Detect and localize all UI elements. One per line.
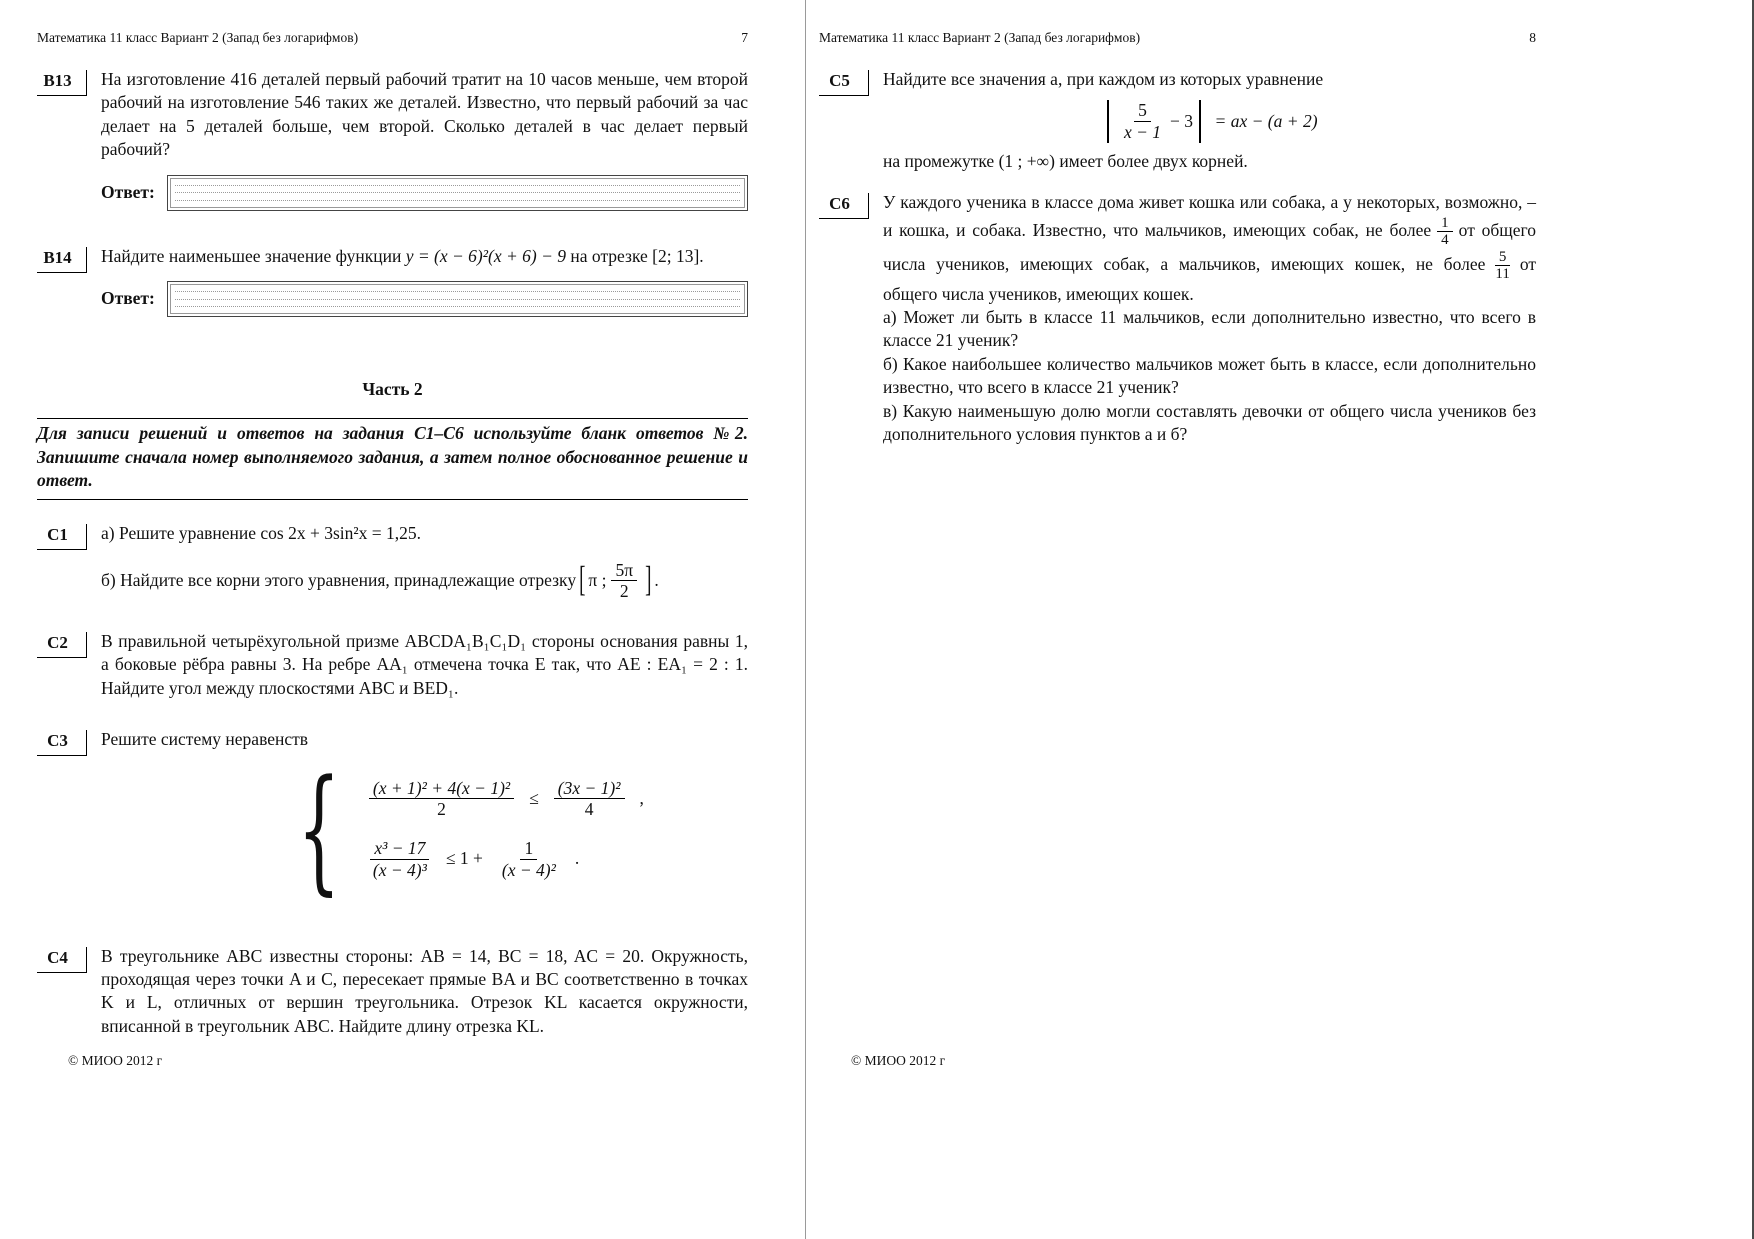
- task-label-c2: С2: [37, 632, 87, 658]
- c6-item-b: б) Какое наибольшее количество мальчиков может быть в классе, если дополнительно известно, что всего в классе 21 ученик?: [883, 353, 1536, 398]
- b14-formula: y = (x − 6)²(x + 6) − 9: [405, 245, 567, 266]
- part2-instruction: Для записи решений и ответов на задания С1–С6 используйте бланк ответов №2. Запишите сначала номер выполняемого задания, а затем полное обоснованное решение и ответ.: [37, 418, 748, 500]
- c1-line-b-text: б) Найдите все корни этого уравнения, принадлежащие отрезку: [101, 569, 577, 590]
- copyright-footer: © МИОО 2012 г: [68, 1053, 163, 1068]
- task-label-c5: С5: [819, 70, 869, 96]
- fraction-denominator: 2: [437, 799, 446, 820]
- fraction-numerator: (x + 1)² + 4(x − 1)²: [369, 778, 514, 800]
- fraction-denominator: (x − 4)²: [501, 859, 556, 880]
- c6-text-1: У каждого ученика в классе дома живет кошка или собака, а у некоторых, возможно, – и кошка, и собака. Известно, что мальчиков, имеющих собак, не более: [883, 192, 1536, 240]
- task-label-c1: С1: [37, 524, 87, 550]
- task-label-b14: В14: [37, 247, 87, 273]
- answer-dotted-line: [175, 192, 740, 193]
- system-row-2: [364, 838, 644, 880]
- answer-row-b13: [101, 175, 748, 211]
- c5-tail: на промежутке (1 ; +∞) имеет более двух корней.: [883, 150, 1248, 171]
- fraction-numerator: 5: [1495, 249, 1511, 267]
- c4-text: В треугольнике ABC известны стороны: AB = 14, BC = 18, AC = 20. Окружность, проходящая через точки A и C, пересекает прямые BA и BC соответственно в точках K и L, отличных от вершин треугольника. Отрезок KL касается окружности, вписанной в треугольник ABC. Найдите длину отрезка KL.: [101, 945, 748, 1036]
- answer-row-b14: [101, 281, 748, 317]
- fraction-denominator: 4: [584, 799, 594, 820]
- fraction-denominator: (x − 4)³: [372, 859, 427, 880]
- answer-dotted-line: [175, 299, 740, 300]
- fraction-numerator: 1: [520, 838, 537, 860]
- fraction-1-4: [1437, 215, 1453, 249]
- c5-equation-wrap: [883, 100, 1536, 142]
- fraction-5-11: [1491, 249, 1513, 283]
- system-row-1: [364, 778, 644, 820]
- fraction-numerator: 1: [1437, 215, 1453, 233]
- c6-item-v: в) Какую наименьшую долю могли составлять девочки от общего числа учеников без дополнительного условия пунктов а и б?: [883, 400, 1536, 445]
- task-label-c4: С4: [37, 947, 87, 973]
- page-header: [819, 30, 1536, 46]
- relation: ≤ 1 +: [445, 848, 483, 869]
- task-b14-text: [101, 245, 748, 268]
- left-bracket: [: [579, 560, 586, 601]
- c5-minus-three: − 3: [1170, 110, 1194, 131]
- abs-bar-right: [1199, 100, 1201, 142]
- c5-equation: [1101, 100, 1317, 142]
- c6-main-text: [883, 191, 1536, 306]
- page-number: 8: [1529, 30, 1536, 45]
- c2-text: В правильной четырёхугольной призме ABCDA₁B₁C₁D₁ стороны основания равны 1, а боковые рёбра равны 3. На ребре AA₁ отмечена точка E так, что AE : EA₁ = 2 : 1. Найдите угол между плоскостями ABC и BED₁.: [101, 630, 748, 698]
- task-b14: [37, 245, 748, 317]
- fraction: [554, 778, 625, 820]
- task-b13-text: На изготовление 416 деталей первый рабочий тратит на 10 часов меньше, чем второй рабочий на изготовление 546 таких же деталей. Известно, что первый рабочий за час делает на 5 деталей больше, чем второй. Сколько деталей в час делает первый рабочий?: [101, 69, 748, 160]
- c1-period: .: [654, 569, 659, 590]
- abs-bar-left: [1107, 100, 1109, 142]
- task-c3: [37, 728, 748, 908]
- copyright-footer: © МИОО 2012 г: [851, 1053, 946, 1068]
- task-label-c6: С6: [819, 193, 869, 219]
- fraction-denominator: x − 1: [1123, 122, 1162, 143]
- page-8: [807, 0, 1754, 1239]
- system-brace: {: [297, 750, 341, 908]
- c3-lead: Решите систему неравенств: [101, 729, 309, 750]
- fraction-numerator: x³ − 17: [370, 838, 429, 860]
- fraction-denominator: 2: [619, 581, 629, 602]
- answer-writing-area: [170, 178, 745, 208]
- answer-dotted-line: [175, 306, 740, 307]
- fraction: [1120, 100, 1165, 142]
- fraction-denominator: 11: [1495, 266, 1510, 283]
- fraction-5pi-2: [611, 560, 637, 602]
- page-number: 7: [741, 30, 748, 45]
- c1-line-b: [101, 560, 748, 602]
- c6-text-2: от общего числа учеников, имеющих собак, а мальчиков, имеющих кошек, не более: [883, 219, 1536, 274]
- row-tail: .: [574, 848, 580, 869]
- answer-box-b14: [167, 281, 748, 317]
- b14-text-1: Найдите наименьшее значение функции: [101, 245, 406, 266]
- page-7: [0, 0, 806, 1239]
- fraction: [369, 838, 431, 880]
- c6-text-3: от общего числа учеников, имеющих кошек.: [883, 253, 1536, 304]
- task-label-c3: С3: [37, 730, 87, 756]
- fraction-denominator: 4: [1441, 232, 1449, 249]
- fraction: [369, 778, 514, 820]
- fraction-numerator: 5: [1134, 100, 1151, 122]
- task-label-b13: В13: [37, 70, 87, 96]
- answer-writing-area: [170, 284, 745, 314]
- c5-rhs: = ax − (a + 2): [1214, 110, 1318, 131]
- c6-item-a: а) Может ли быть в классе 11 мальчиков, если дополнительно известно, что всего в классе 21 ученик?: [883, 307, 1536, 351]
- right-bracket: ]: [645, 560, 652, 601]
- inequality-system: [276, 750, 748, 908]
- task-c6: [819, 191, 1536, 447]
- task-c5: [819, 68, 1536, 173]
- answer-dotted-line: [175, 185, 740, 186]
- fraction-numerator: (3x − 1)²: [554, 778, 625, 800]
- row-tail: ,: [639, 788, 644, 809]
- c5-lead: Найдите все значения a, при каждом из которых уравнение: [883, 69, 1324, 89]
- answer-label: Ответ:: [101, 182, 155, 203]
- answer-dotted-line: [175, 291, 740, 292]
- b14-text-2: на отрезке [2; 13].: [566, 245, 704, 266]
- fraction-numerator: 5π: [611, 560, 637, 582]
- task-c4: [37, 945, 748, 1039]
- c1-interval-left: π ;: [588, 569, 607, 590]
- task-b13: [37, 68, 748, 211]
- task-c1: [37, 522, 748, 602]
- page-header: [37, 30, 748, 46]
- c1-line-a: а) Решите уравнение cos 2x + 3sin²x = 1,25.: [101, 523, 422, 544]
- answer-box-b13: [167, 175, 748, 211]
- relation: ≤: [529, 788, 539, 809]
- fraction: [498, 838, 560, 880]
- answer-dotted-line: [175, 200, 740, 201]
- header-title: Математика 11 класс Вариант 2 (Запад без логарифмов): [819, 30, 1141, 45]
- answer-label: Ответ:: [101, 288, 155, 309]
- system-rows: [364, 778, 644, 881]
- header-title: Математика 11 класс Вариант 2 (Запад без логарифмов): [37, 30, 359, 45]
- task-c2: [37, 630, 748, 700]
- part2-heading: Часть 2: [362, 379, 423, 400]
